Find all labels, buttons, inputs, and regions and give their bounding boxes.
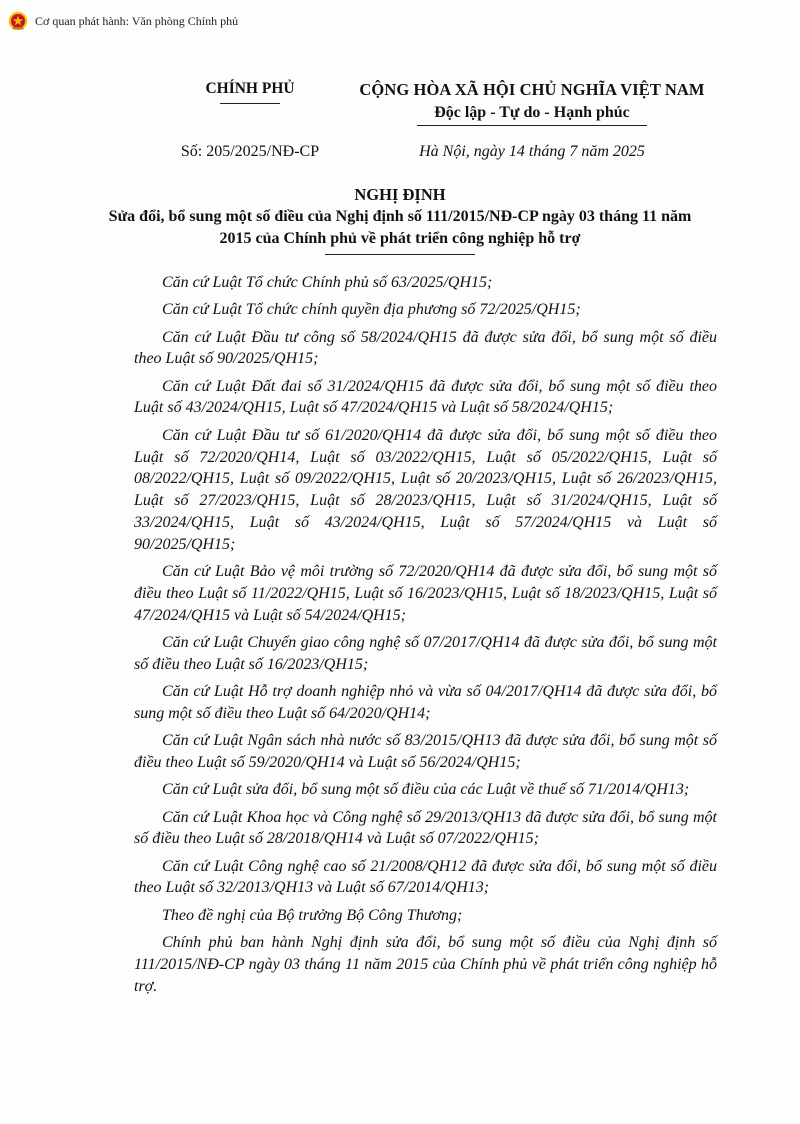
preamble-paragraph: Căn cứ Luật Đầu tư số 61/2020/QH14 đã được sửa đổi, bổ sung một số điều theo Luật số 72/2020/QH14, Luật số 03/2022/QH15, Luật số 05/2022/QH15, Luật số 08/2022/QH15, Luật số 09/2022/QH15, Luật số 20/2023/QH15, Luật số 26/2023/QH15, Luật số 27/2023/QH15, Luật số 28/2023/QH15, Luật số 31/2024/QH15, Luật số 33/2024/QH15, Luật số 43/2024/QH15, Luật số 57/2024/QH15 và Luật số 90/2025/QH15; xyxy=(134,426,717,553)
place-and-date: Hà Nội, ngày 14 tháng 7 năm 2025 xyxy=(419,143,645,160)
motto-underline xyxy=(417,125,647,126)
agency-underline xyxy=(220,103,280,104)
document-subject: Sửa đổi, bổ sung một số điều của Nghị định số 111/2015/NĐ-CP ngày 03 tháng 11 năm 2015 của Chính phủ về phát triển công nghiệp hỗ trợ xyxy=(108,208,692,247)
agency-block xyxy=(150,80,350,104)
preamble-paragraph: Căn cứ Luật Công nghệ cao số 21/2008/QH12 đã được sửa đổi, bổ sung một số điều theo Luật số 32/2013/QH13 và Luật số 67/2014/QH13; xyxy=(134,857,717,897)
preamble-paragraph: Căn cứ Luật Chuyển giao công nghệ số 07/2017/QH14 đã được sửa đổi, bổ sung một số điều theo Luật số 16/2023/QH15; xyxy=(134,633,717,673)
vietnam-national-emblem-icon xyxy=(8,11,28,31)
national-motto: Độc lập - Tự do - Hạnh phúc xyxy=(434,104,630,121)
preamble-paragraph: Căn cứ Luật sửa đổi, bổ sung một số điều của các Luật về thuế số 71/2014/QH13; xyxy=(162,781,690,799)
preamble-paragraph: Căn cứ Luật Bảo vệ môi trường số 72/2020/QH14 đã được sửa đổi, bổ sung một số điều theo Luật số 11/2022/QH15, Luật số 16/2023/QH15, Luật số 18/2023/QH15, Luật số 47/2024/QH15 và Luật số 54/2024/QH15; xyxy=(134,563,717,624)
title-underline xyxy=(325,254,475,255)
issuer-text: Cơ quan phát hành: Văn phòng Chính phủ xyxy=(35,13,239,28)
enactment-clause: Chính phủ ban hành Nghị định sửa đổi, bổ sung một số điều của Nghị định số 111/2015/NĐ-CP ngày 03 tháng 11 năm 2015 của Chính phủ về phát triển công nghiệp hỗ trợ. xyxy=(134,934,717,995)
preamble-paragraph: Căn cứ Luật Tổ chức Chính phủ số 63/2025/QH15; xyxy=(162,274,493,291)
preamble-paragraph: Căn cứ Luật Đầu tư công số 58/2024/QH15 đã được sửa đổi, bổ sung một số điều theo Luật số 90/2025/QH15; xyxy=(134,328,717,368)
nation-name: CỘNG HÒA XÃ HỘI CHỦ NGHĨA VIỆT NAM xyxy=(359,80,705,99)
document-number: Số: 205/2025/NĐ-CP xyxy=(180,143,320,160)
issuer-line xyxy=(8,10,238,32)
preamble-paragraph: Căn cứ Luật Đất đai số 31/2024/QH15 đã được sửa đổi, bổ sung một số điều theo Luật số 43/2024/QH15, Luật số 47/2024/QH15 và Luật số 58/2024/QH15; xyxy=(134,377,717,417)
document-type: NGHỊ ĐỊNH xyxy=(354,185,446,204)
agency-name: CHÍNH PHỦ xyxy=(205,80,295,97)
title-block xyxy=(100,184,700,255)
preamble xyxy=(134,272,717,1003)
preamble-paragraph: Căn cứ Luật Tổ chức chính quyền địa phương số 72/2025/QH15; xyxy=(162,301,581,319)
preamble-paragraph: Căn cứ Luật Hỗ trợ doanh nghiệp nhỏ và vừa số 04/2017/QH14 đã được sửa đổi, bổ sung một số điều theo Luật số 64/2020/QH14; xyxy=(134,683,717,722)
national-header xyxy=(346,80,718,126)
preamble-paragraph: Theo đề nghị của Bộ trưởng Bộ Công Thương; xyxy=(162,906,463,924)
preamble-paragraph: Căn cứ Luật Khoa học và Công nghệ số 29/2013/QH13 đã được sửa đổi, bổ sung một số điều theo Luật số 28/2018/QH14 và Luật số 07/2022/QH15; xyxy=(134,808,717,848)
preamble-paragraph: Căn cứ Luật Ngân sách nhà nước số 83/2015/QH13 đã được sửa đổi, bổ sung một số điều theo Luật số 59/2020/QH14 và Luật số 56/2024/QH15; xyxy=(134,732,717,771)
